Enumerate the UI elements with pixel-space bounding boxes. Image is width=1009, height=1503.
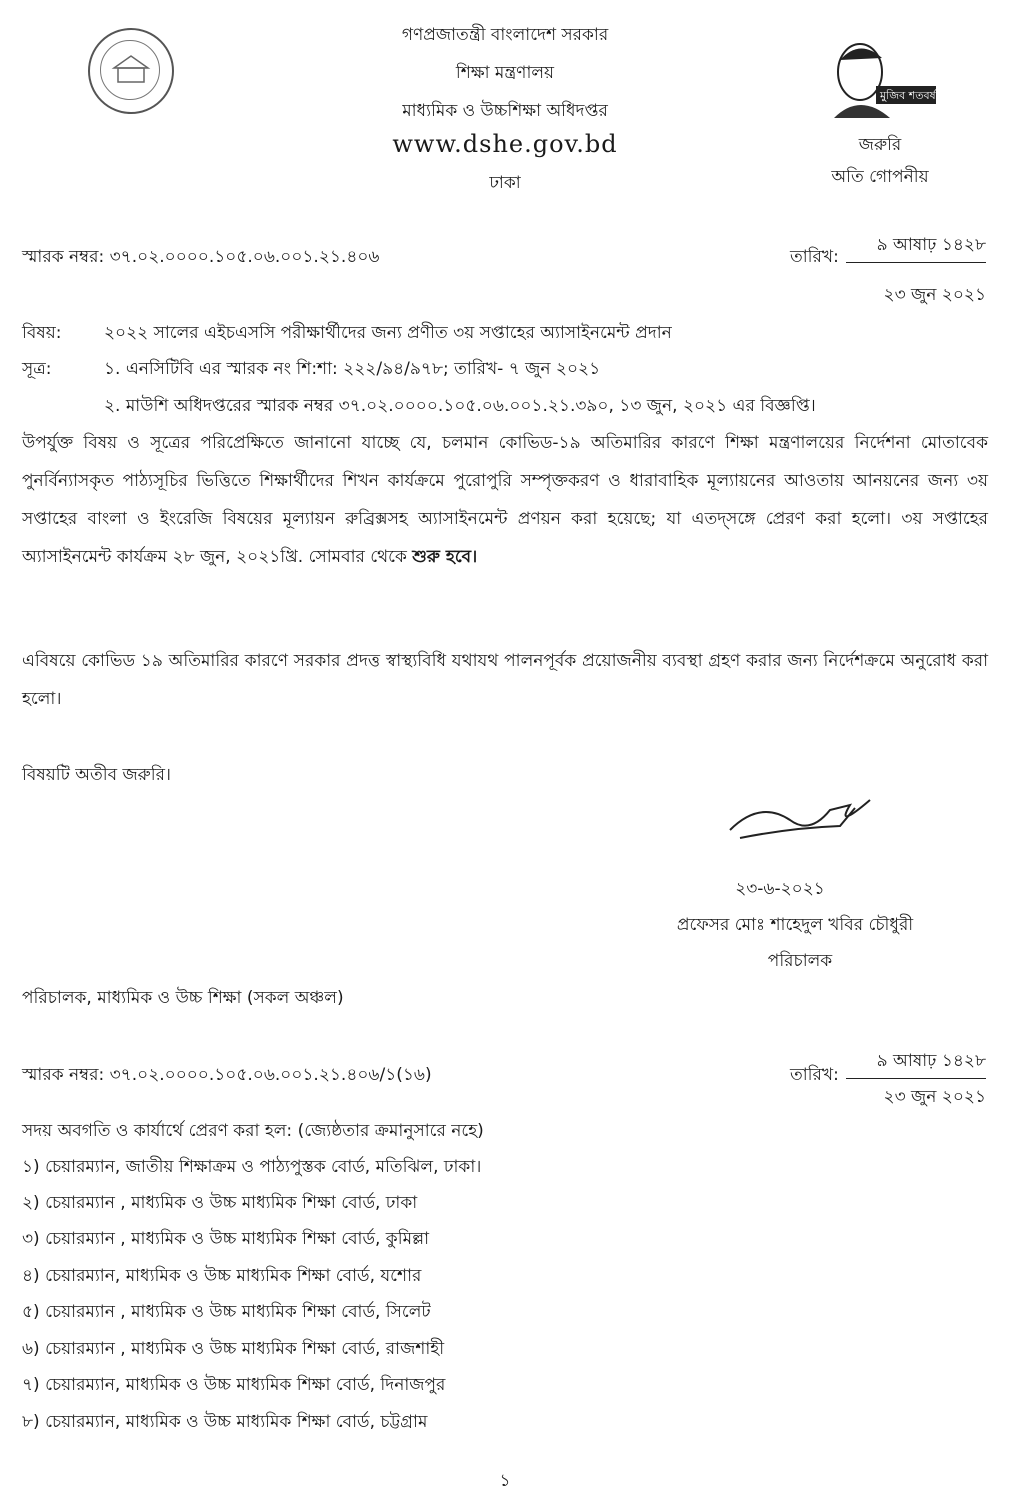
- reference-item-1: ১. এনসিটিবি এর স্মারক নং শি:শা: ২২২/৯৪/৯৭৮; তারিখ- ৭ জুন ২০২১: [104, 359, 601, 379]
- signatory-name: প্রফেসর মোঃ শাহেদুল খবির চৌধুরী: [676, 915, 914, 935]
- date-english: ২৩ জুন ২০২১: [883, 285, 986, 305]
- list-item: ৪) চেয়ারম্যান, মাধ্যমিক ও উচ্চ মাধ্যমিক শিক্ষা বোর্ড, যশোর: [22, 1266, 422, 1286]
- government-seal-icon: [88, 28, 174, 114]
- subject-label: বিষয়:: [22, 323, 62, 343]
- ministry-name: শিক্ষা মন্ত্রণালয়: [455, 63, 555, 83]
- list-item: ৭) চেয়ারম্যান, মাধ্যমিক ও উচ্চ মাধ্যমিক শিক্ষা বোর্ড, দিনাজপুর: [22, 1375, 446, 1395]
- subject-text: ২০২২ সালের এইচএসসি পরীক্ষার্থীদের জন্য প্রণীত ৩য় সপ্তাহের অ্যাসাইনমেন্ট প্রদান: [104, 323, 672, 343]
- mujib-centenary-badge-icon: মুজিব শতবর্ষ: [820, 30, 940, 120]
- memo-number-2: স্মারক নম্বর: ৩৭.০২.০০০০.১০৫.০৬.০০১.২১.৪০৬/১(১৬): [22, 1065, 432, 1085]
- urgent-label: জরুরি: [858, 135, 902, 155]
- signature-scribble-icon: [720, 790, 890, 850]
- body-paragraph-3: বিষয়টি অতীব জরুরি।: [22, 765, 171, 785]
- memo-number: স্মারক নম্বর: ৩৭.০২.০০০০.১০৫.০৬.০০১.২১.৪০৬: [22, 247, 380, 267]
- directorate-name: মাধ্যমিক ও উচ্চশিক্ষা অধিদপ্তর: [402, 101, 608, 121]
- list-item: ৫) চেয়ারম্যান , মাধ্যমিক ও উচ্চ মাধ্যমিক শিক্ষা বোর্ড, সিলেট: [22, 1302, 431, 1322]
- confidential-label: অতি গোপনীয়: [831, 167, 929, 187]
- govt-name: গণপ্রজাতন্ত্রী বাংলাদেশ সরকার: [401, 25, 609, 45]
- body-paragraph-2: এবিষয়ে কোভিড ১৯ অতিমারির কারণে সরকার প্রদত্ত স্বাস্থ্যবিধি যথাযথ পালনপূর্বক প্রয়োজনীয় ব্যবস্থা গ্রহণ করার জন্য নির্দেশক্রমে অনুরোধ করা হলো।: [22, 651, 988, 709]
- city-name: ঢাকা: [489, 173, 521, 193]
- date-english-2: ২৩ জুন ২০২১: [883, 1087, 986, 1107]
- reference-item-2: ২. মাউশি অধিদপ্তরের স্মারক নম্বর ৩৭.০২.০০০০.১০৫.০৬.০০১.২১.৩৯০, ১৩ জুন, ২০২১ এর বিজ্ঞপ্তি।: [104, 396, 816, 416]
- date-bangla-2: ৯ আষাঢ় ১৪২৮: [846, 1048, 986, 1079]
- body-paragraph-1: উপর্যুক্ত বিষয় ও সূত্রের পরিপ্রেক্ষিতে জানানো যাচ্ছে যে, চলমান কোভিড-১৯ অতিমারির কারণে শিক্ষা মন্ত্রণালয়ের নির্দেশনা মোতাবেক পুনর্বিন্যাসকৃত পাঠ্যসূচির ভিত্তিতে শিক্ষার্থীদের শিখন কার্যক্রমে পুরোপুরি সম্পৃক্তকরণ ও ধারাবাহিক মূল্যায়নের আওতায় আনয়নের জন্য ৩য় সপ্তাহের বাংলা ও ইংরেজি বিষয়ের মূল্যায়ন রুব্রিক্সসহ অ্যাসাইনমেন্ট প্রণয়ন করা হয়েছে; যা এতদ্‌সঙ্গে প্রেরণ করা হলো। ৩য় সপ্তাহের অ্যাসাইনমেন্ট কার্যক্রম ২৮ জুন, ২০২১খ্রি. সোমবার থেকে শুরু হবে।: [22, 433, 988, 567]
- list-item: ১) চেয়ারম্যান, জাতীয় শিক্ষাক্রম ও পাঠ্যপুস্তক বোর্ড, মতিঝিল, ঢাকা।: [22, 1157, 482, 1177]
- recipient: পরিচালক, মাধ্যমিক ও উচ্চ শিক্ষা (সকল অঞ্চল): [22, 988, 344, 1008]
- date-label-2: তারিখ:: [790, 1065, 839, 1085]
- signature-date: ২৩-৬-২০২১: [735, 879, 825, 899]
- list-item: ৩) চেয়ারম্যান , মাধ্যমিক ও উচ্চ মাধ্যমিক শিক্ষা বোর্ড, কুমিল্লা: [22, 1229, 430, 1249]
- date-label: তারিখ:: [790, 247, 839, 267]
- copy-intro: সদয় অবগতি ও কার্যার্থে প্রেরণ করা হল: (জ্যেষ্ঠতার ক্রমানুসারে নহে): [22, 1121, 484, 1141]
- page-number: ১: [499, 1471, 511, 1491]
- reference-label: সূত্র:: [22, 359, 52, 379]
- list-item: ২) চেয়ারম্যান , মাধ্যমিক ও উচ্চ মাধ্যমিক শিক্ষা বোর্ড, ঢাকা: [22, 1193, 418, 1213]
- date-bangla: ৯ আষাঢ় ১৪২৮: [846, 232, 986, 263]
- signatory-title: পরিচালক: [767, 951, 833, 971]
- website-link[interactable]: www.dshe.gov.bd: [392, 130, 618, 158]
- list-item: ৬) চেয়ারম্যান , মাধ্যমিক ও উচ্চ মাধ্যমিক শিক্ষা বোর্ড, রাজশাহী: [22, 1339, 445, 1359]
- list-item: ৮) চেয়ারম্যান, মাধ্যমিক ও উচ্চ মাধ্যমিক শিক্ষা বোর্ড, চট্টগ্রাম: [22, 1412, 428, 1432]
